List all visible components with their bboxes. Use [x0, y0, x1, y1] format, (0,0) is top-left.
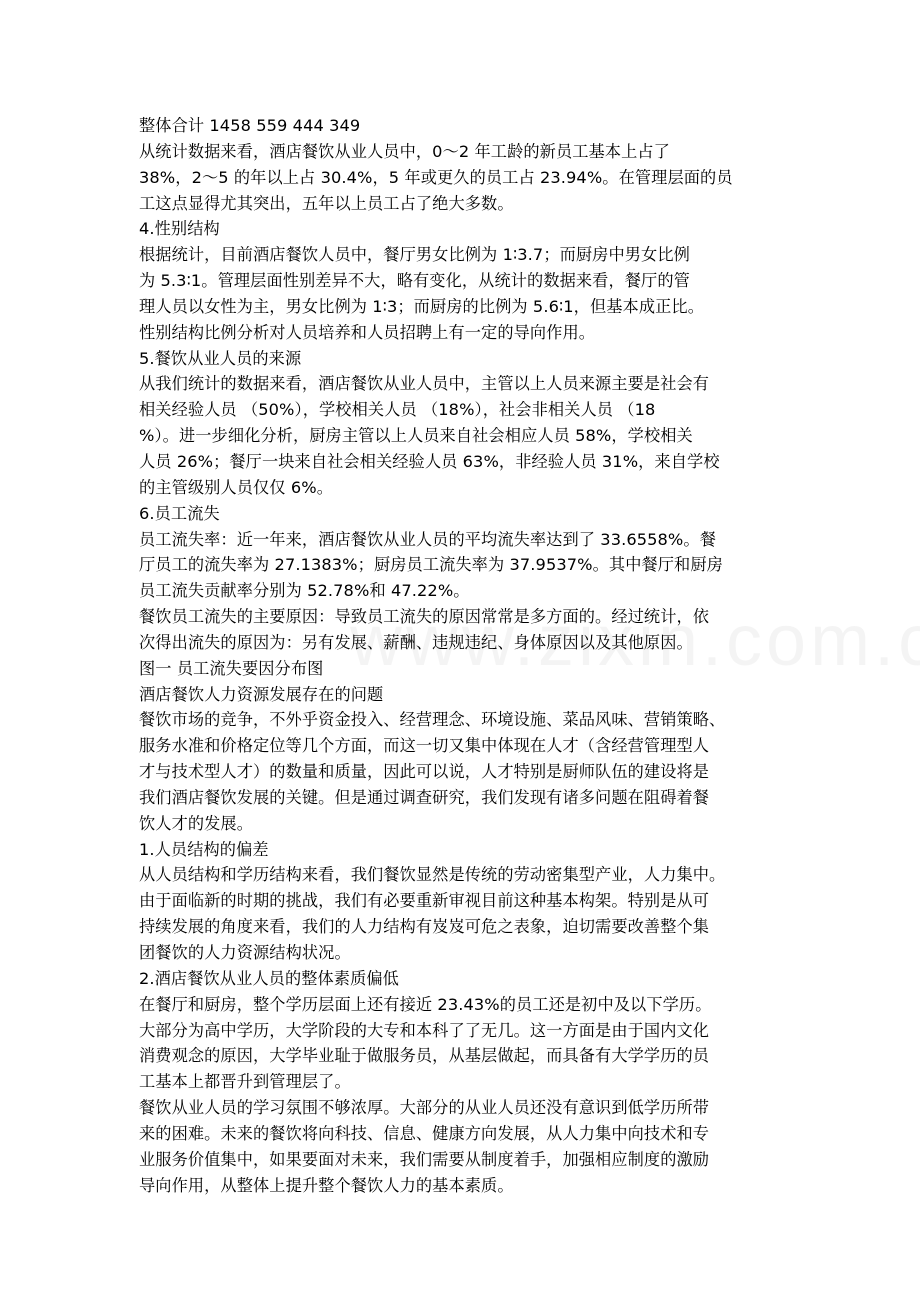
text-line: 从人员结构和学历结构来看，我们餐饮显然是传统的劳动密集型产业，人力集中。: [139, 865, 726, 885]
text-line: 我们酒店餐饮发展的关键。但是通过调查研究，我们发现有诸多问题在阻碍着餐: [139, 787, 710, 807]
text-line: 从统计数据来看，酒店餐饮从业人员中，0～2 年工龄的新员工基本上占了: [139, 141, 670, 161]
text-line: 员工流失率：近一年来，酒店餐饮从业人员的平均流失率达到了 33.6558%。餐: [139, 529, 716, 549]
text-line: 在餐厅和厨房，整个学历层面上还有接近 23.43%的员工还是初中及以下学历。: [139, 994, 712, 1014]
text-line: 为 5.3∶1。管理层面性别差异不大，略有变化，从统计的数据来看，餐厅的管: [139, 271, 690, 291]
text-line: 从我们统计的数据来看，酒店餐饮从业人员中，主管以上人员来源主要是社会有: [139, 374, 710, 394]
text-line: 消费观念的原因，大学毕业耻于做服务员，从基层做起，而具备有大学学历的员: [139, 1046, 710, 1066]
text-line: 整体合计 1458 559 444 349: [139, 116, 361, 135]
text-line: 工这点显得尤其突出，五年以上员工占了绝大多数。: [139, 193, 514, 213]
section-heading: 1.人员结构的偏差: [139, 839, 269, 859]
text-line: 餐饮员工流失的主要原因：导致员工流失的原因常常是多方面的。经过统计，依: [139, 607, 710, 627]
text-line: 餐饮从业人员的学习氛围不够浓厚。大部分的从业人员还没有意识到低学历所带: [139, 1098, 710, 1118]
text-line: 理人员以女性为主，男女比例为 1∶3；而厨房的比例为 5.6∶1，但基本成正比。: [139, 296, 704, 316]
text-line: 大部分为高中学历，大学阶段的大专和本科了了无几。这一方面是由于国内文化: [139, 1020, 710, 1040]
section-heading: 图一 员工流失要因分布图: [139, 658, 324, 678]
text-line: 员工流失贡献率分别为 52.78%和 47.22%。: [139, 581, 470, 601]
text-line: 厅员工的流失率为 27.1383%；厨房员工流失率为 37.9537%。其中餐厅和厨房: [139, 555, 723, 575]
section-heading: 酒店餐饮人力资源发展存在的问题: [139, 684, 384, 704]
section-heading: 4.性别结构: [139, 219, 220, 239]
text-line: 饮人才的发展。: [139, 813, 254, 833]
text-line: 来的困难。未来的餐饮将向科技、信息、健康方向发展，从人力集中向技术和专: [139, 1123, 710, 1143]
text-line: 的主管级别人员仅仅 6%。: [139, 477, 333, 497]
text-line: 38%，2～5 的年以上占 30.4%，5 年或更久的员工占 23.94%。在管理层面的员: [139, 167, 733, 187]
text-line: %）。进一步细化分析，厨房主管以上人员来自社会相应人员 58%，学校相关: [139, 426, 693, 446]
text-line: 团餐饮的人力资源结构状况。: [139, 943, 351, 962]
text-line: 才与技术型人才）的数量和质量，因此可以说，人才特别是厨师队伍的建设将是: [139, 762, 710, 782]
text-line: 工基本上都晋升到管理层了。: [139, 1072, 351, 1092]
text-line: 服务水准和价格定位等几个方面，而这一切又集中体现在人才（含经营管理型人: [139, 736, 710, 756]
text-line: 相关经验人员 （50%），学校相关人员 （18%），社会非相关人员 （18: [139, 400, 656, 420]
section-heading: 5.餐饮从业人员的来源: [139, 348, 302, 368]
text-line: 导向作用，从整体上提升整个餐饮人力的基本素质。: [139, 1175, 514, 1195]
text-line: 根据统计，目前酒店餐饮人员中，餐厅男女比例为 1∶3.7；而厨房中男女比例: [139, 245, 690, 265]
section-heading: 6.员工流失: [139, 503, 220, 523]
text-line: 性别结构比例分析对人员培养和人员招聘上有一定的导向作用。: [139, 322, 596, 342]
text-line: 由于面临新的时期的挑战，我们有必要重新审视目前这种基本构架。特别是从可: [139, 891, 710, 911]
document-page: [139, 113, 789, 1198]
text-line: 次得出流失的原因为：另有发展、薪酬、违规违纪、身体原因以及其他原因。: [139, 632, 693, 652]
text-line: 餐饮市场的竞争，不外乎资金投入、经营理念、环境设施、菜品风味、营销策略、: [139, 710, 726, 730]
text-line: 人员 26%；餐厅一块来自社会相关经验人员 63%，非经验人员 31%，来自学校: [139, 451, 720, 471]
text-line: 业服务价值集中，如果要面对未来，我们需要从制度着手，加强相应制度的激励: [139, 1149, 710, 1169]
section-heading: 2.酒店餐饮从业人员的整体素质偏低: [139, 968, 399, 988]
text-line: 持续发展的角度来看，我们的人力结构有岌岌可危之表象，迫切需要改善整个集: [139, 917, 710, 937]
